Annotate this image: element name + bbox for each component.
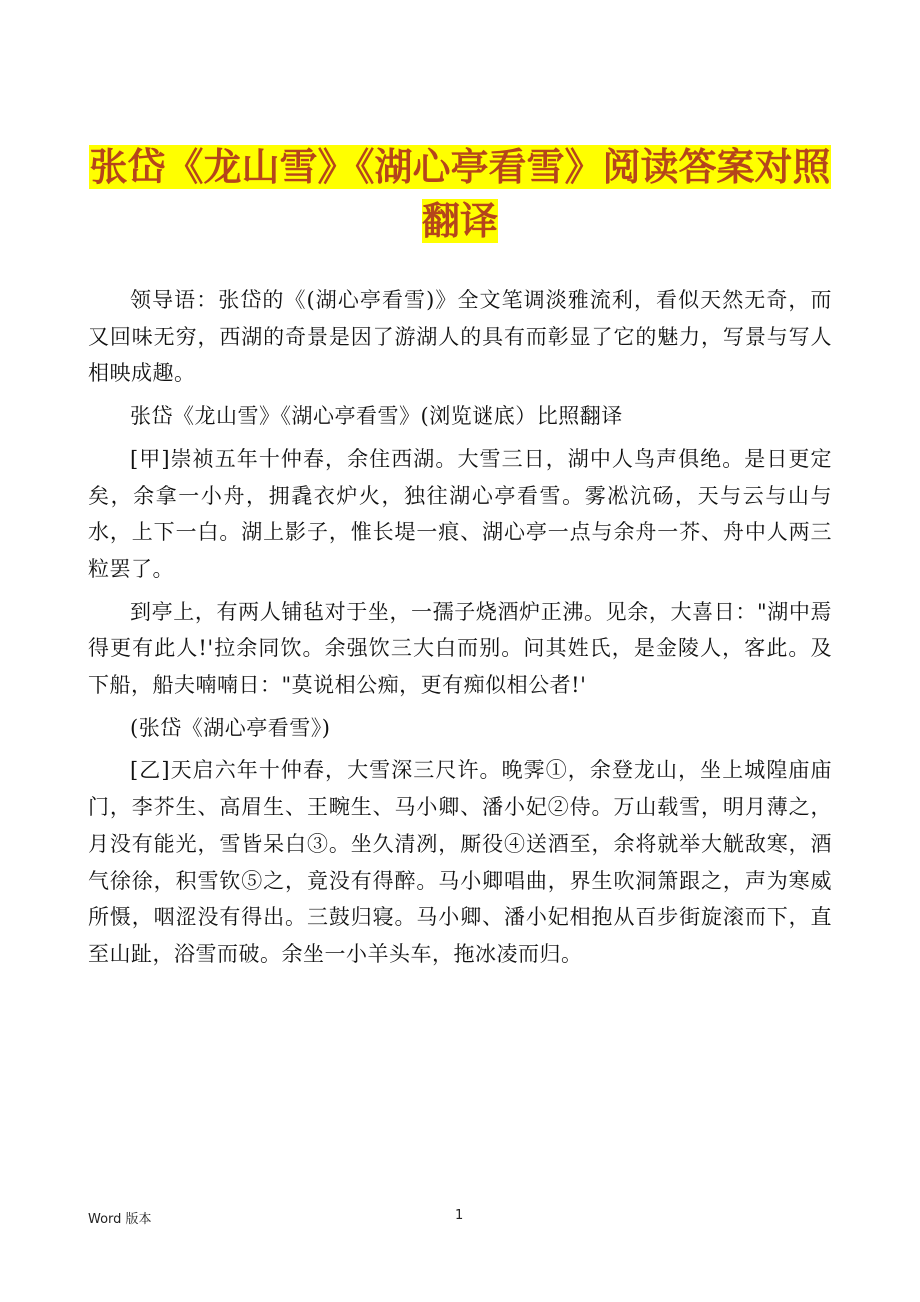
footer-version-label: Word 版本 [88,1212,152,1227]
title-highlight: 张岱《龙山雪》《湖心亭看雪》阅读答案对照翻译 [89,145,831,243]
paragraph-jia: [甲]崇祯五年十仲春，余住西湖。大雪三日，湖中人鸟声俱绝。是日更定矣，余拿一小舟，拥毳衣炉火，独往湖心亭看雪。雾凇沆砀，天与云与山与水，上下一白。湖上影子，惟长堤一痕、湖心亭一点与余舟一芥、舟中人两三粒罢了。 [88,446,832,581]
paragraph-intro: 领导语：张岱的《(湖心亭看雪)》全文笔调淡雅流利，看似天然无奇，而又回味无穷，西湖的奇景是因了游湖人的具有而彰显了它的魅力，写景与写人相映成趣。 [88,288,832,386]
paragraph-subtitle: 张岱《龙山雪》《湖心亭看雪》(浏览谜底）比照翻译 [130,404,623,429]
paragraph-source: (张岱《湖心亭看雪》) [130,715,331,740]
paragraph-pavilion: 到亭上，有两人铺毡对于坐，一孺子烧酒炉正沸。见余，大喜日："湖中焉得更有此人!'拉余同饮。余强饮三大白而别。问其姓氏，是金陵人，客此。及下船，船夫喃喃日："莫说相公痴，更有痴似相公者!' [88,599,832,698]
document-body [88,282,832,973]
paragraph-yi: [乙]天启六年十仲春，大雪深三尺许。晚霁①，余登龙山，坐上城隍庙庙门，李芥生、高眉生、王畹生、马小卿、潘小妃②侍。万山载雪，明月薄之，月没有能光，雪皆呆白③。坐久清冽，厮役④送酒至，余将就举大觥敌寒，酒气徐徐，积雪钦⑤之，竟没有得醉。马小卿唱曲，界生吹洞箫跟之，声为寒威所慑，咽涩没有得出。三鼓归寝。马小卿、潘小妃相抱从百步街旋滚而下，直至山趾，浴雪而破。余坐一小羊头车，拖冰凌而归。 [88,758,832,966]
document-title [80,140,840,248]
footer-page-number: 1 [455,1208,464,1223]
